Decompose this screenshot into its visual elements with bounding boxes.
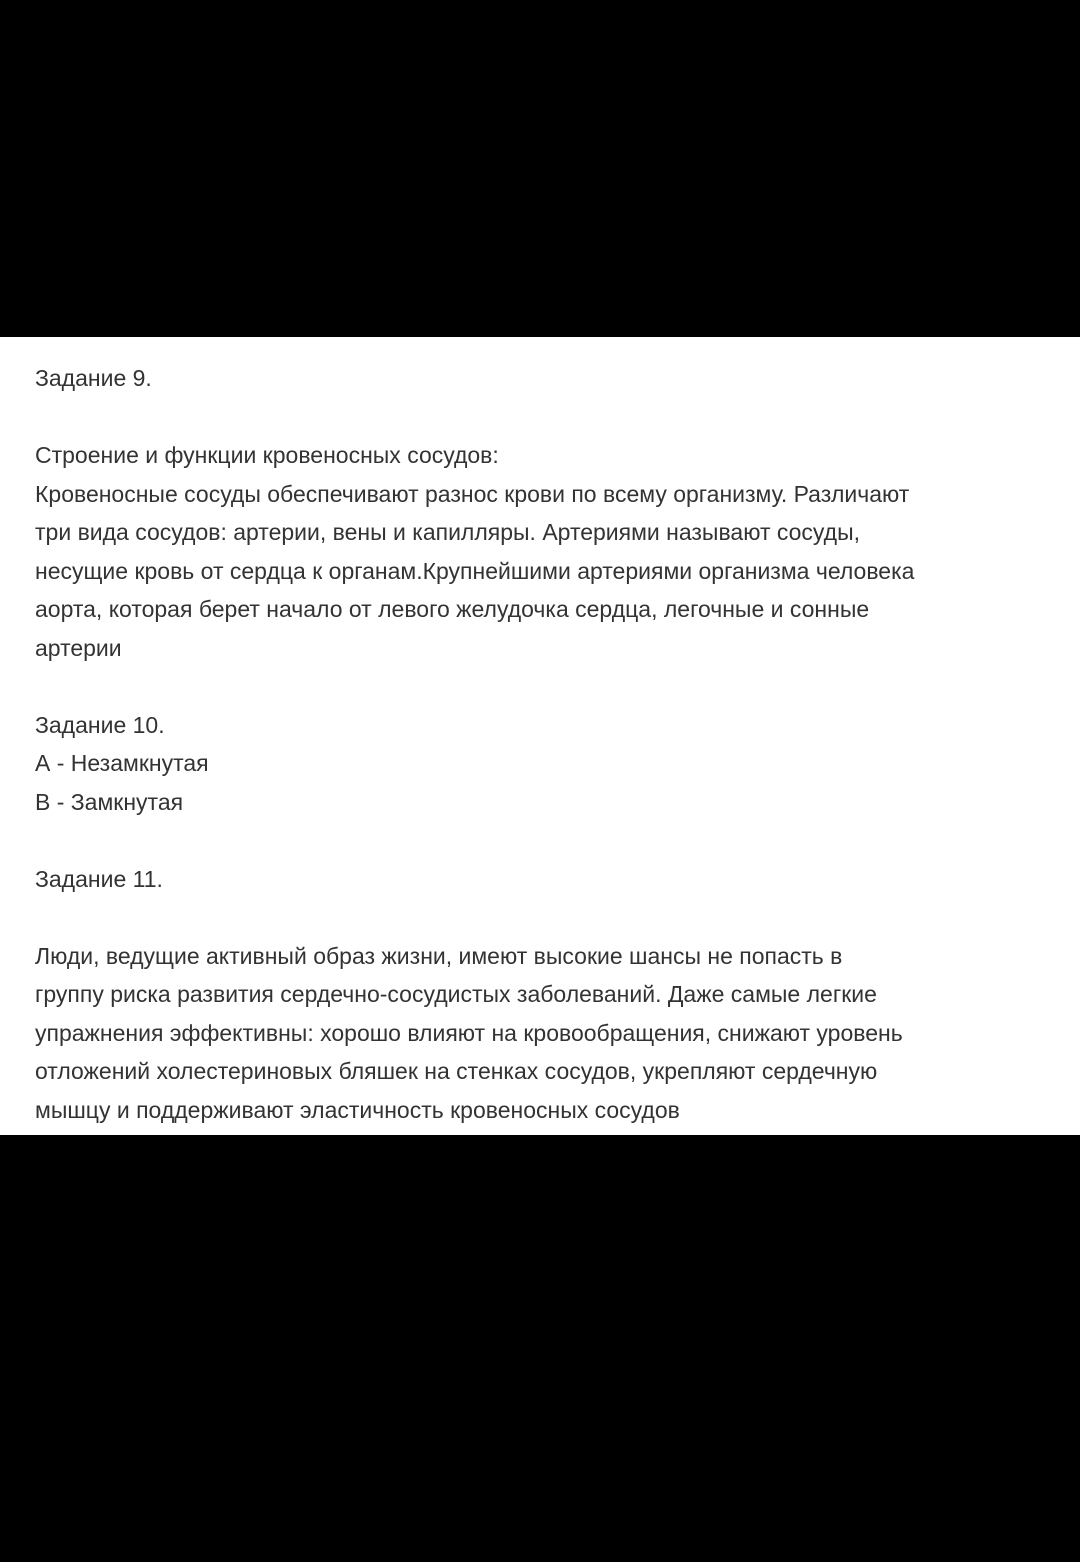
- task-9-text-line: несущие кровь от сердца к органам.Крупнейшими артериями организма человека: [35, 557, 915, 584]
- task-9-text-line: артерии: [35, 634, 122, 661]
- task-11: [35, 860, 1056, 1130]
- task-9-text-line: аорта, которая берет начало от левого желудочка сердца, легочные и сонные: [35, 596, 870, 622]
- task-9-heading: Задание 9.: [35, 365, 152, 391]
- task-10: [35, 706, 1056, 822]
- spacer: [35, 667, 1056, 706]
- task-9-text-line: три вида сосудов: артерии, вены и капилляры. Артериями называют сосуды,: [35, 519, 861, 545]
- task-11-text-line: отложений холестериновых бляшек на стенках сосудов, укрепляют сердечную: [35, 1058, 878, 1084]
- task-11-text-line: группу риска развития сердечно-сосудистых заболеваний. Даже самые легкие: [35, 981, 877, 1007]
- spacer: [35, 898, 1056, 937]
- task-10-answer: В - Замкнутая: [35, 788, 184, 815]
- task-9-text-line: Кровеносные сосуды обеспечивают разнос крови по всему организму. Различают: [35, 480, 910, 507]
- spacer: [35, 821, 1056, 860]
- task-10-heading: Задание 10.: [35, 711, 165, 738]
- document-page: [0, 337, 1080, 1135]
- task-9-subtitle: Строение и функции кровеносных сосудов:: [35, 442, 499, 468]
- task-11-text-line: Люди, ведущие активный образ жизни, имеют высокие шансы не попасть в: [35, 942, 843, 969]
- task-11-text-line: упражнения эффективны: хорошо влияют на кровообращения, снижают уровень: [35, 1019, 903, 1046]
- task-10-answer: А - Незамкнутая: [35, 750, 209, 776]
- spacer: [35, 398, 1056, 437]
- task-11-heading: Задание 11.: [35, 865, 163, 892]
- task-11-text-line: мышцу и поддерживают эластичность кровеносных сосудов: [35, 1096, 680, 1123]
- task-9: [35, 359, 1056, 667]
